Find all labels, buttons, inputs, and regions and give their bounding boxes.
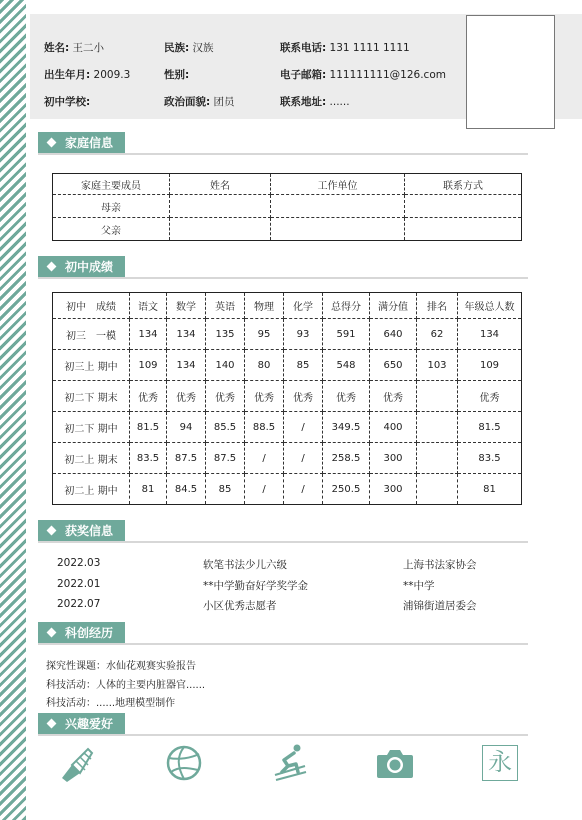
family-header-cell: 工作单位 — [271, 174, 405, 195]
section-divider — [38, 541, 528, 543]
grades-cell: 640 — [370, 319, 417, 350]
family-title-text: 家庭信息 — [65, 136, 114, 150]
grades-header-cell: 总得分 — [323, 293, 370, 319]
gender-label: 性别: — [164, 69, 190, 81]
grades-row — [53, 474, 522, 505]
grades-cell: 62 — [417, 319, 458, 350]
award-org: **中学 — [403, 580, 435, 592]
hobbies-section-title — [38, 713, 125, 735]
grades-cell: 109 — [130, 350, 167, 381]
birth-field — [44, 67, 130, 82]
ethnicity-field — [164, 40, 214, 55]
grades-cell: 81.5 — [458, 412, 522, 443]
family-cell — [271, 195, 405, 218]
family-header-row — [53, 174, 522, 195]
birth-value: 2009.3 — [93, 69, 131, 81]
grades-cell: 初二上 期末 — [53, 443, 130, 474]
grades-cell: 250.5 — [323, 474, 370, 505]
grades-cell: 优秀 — [458, 381, 522, 412]
grades-header-cell: 满分值 — [370, 293, 417, 319]
grades-title-text: 初中成绩 — [65, 260, 114, 274]
science-item: 科技活动：......地理模型制作 — [46, 698, 176, 709]
grades-cell: 87.5 — [206, 443, 245, 474]
grades-header-cell: 语文 — [130, 293, 167, 319]
family-header-cell: 家庭主要成员 — [53, 174, 170, 195]
grades-section-title — [38, 256, 125, 278]
grades-cell: 591 — [323, 319, 370, 350]
grades-cell: / — [245, 443, 284, 474]
grades-row — [53, 350, 522, 381]
birth-label: 出生年月: — [44, 69, 91, 81]
grades-cell: 85.5 — [206, 412, 245, 443]
award-org: 上海书法家协会 — [403, 559, 477, 571]
grades-cell: 103 — [417, 350, 458, 381]
grades-cell: 134 — [458, 319, 522, 350]
grades-row — [53, 319, 522, 350]
grades-header-cell: 数学 — [167, 293, 206, 319]
family-row — [53, 218, 522, 241]
award-date: 2022.03 — [57, 557, 101, 569]
awards-title-text: 获奖信息 — [65, 524, 114, 538]
grades-cell: 134 — [130, 319, 167, 350]
diamond-icon — [47, 262, 57, 272]
award-name: **中学勤奋好学奖学金 — [203, 580, 308, 592]
award-name: 软笔书法少儿六级 — [203, 559, 287, 571]
grades-cell: 83.5 — [130, 443, 167, 474]
volleyball-icon — [165, 744, 203, 782]
grades-cell: 134 — [167, 350, 206, 381]
grades-cell: 初三上 期中 — [53, 350, 130, 381]
grades-cell: 84.5 — [167, 474, 206, 505]
grades-cell: / — [284, 443, 323, 474]
diamond-icon — [47, 628, 57, 638]
school-field — [44, 94, 90, 109]
grades-cell: 93 — [284, 319, 323, 350]
grades-cell: 258.5 — [323, 443, 370, 474]
grades-cell: 87.5 — [167, 443, 206, 474]
grades-cell — [417, 412, 458, 443]
email-label: 电子邮箱: — [280, 69, 327, 81]
phone-field — [280, 40, 410, 55]
grades-cell — [417, 474, 458, 505]
email-value: 111111111@126.com — [329, 69, 446, 81]
family-cell — [271, 218, 405, 241]
section-divider — [38, 277, 528, 279]
grades-cell: 400 — [370, 412, 417, 443]
grades-cell: 300 — [370, 474, 417, 505]
phone-value: 131 1111 1111 — [329, 42, 410, 54]
grades-cell: / — [284, 474, 323, 505]
grades-cell: 83.5 — [458, 443, 522, 474]
address-value: ...... — [329, 96, 350, 108]
decorative-stripe — [0, 0, 26, 820]
skiing-icon — [272, 742, 308, 782]
gender-field — [164, 67, 189, 82]
family-table — [52, 173, 522, 241]
grades-cell: 134 — [167, 319, 206, 350]
grades-cell: 85 — [206, 474, 245, 505]
address-field — [280, 94, 350, 109]
grades-cell: 优秀 — [323, 381, 370, 412]
science-item: 探究性课题：水仙花观赛实验报告 — [46, 661, 196, 672]
grades-cell — [417, 443, 458, 474]
section-divider — [38, 153, 528, 155]
grades-cell: 548 — [323, 350, 370, 381]
family-header-cell: 联系方式 — [405, 174, 522, 195]
ethnicity-value: 汉族 — [192, 42, 214, 54]
grades-cell: 80 — [245, 350, 284, 381]
grades-header-cell: 物理 — [245, 293, 284, 319]
grades-cell: / — [245, 474, 284, 505]
political-value: 团员 — [213, 96, 235, 108]
calligraphy-char: 永 — [488, 748, 512, 776]
award-date: 2022.07 — [57, 598, 101, 610]
grades-cell: 初二下 期末 — [53, 381, 130, 412]
photo-placeholder — [466, 15, 555, 129]
grades-cell: 135 — [206, 319, 245, 350]
award-org: 浦锦街道居委会 — [403, 600, 477, 612]
science-item: 科技活动：人体的主要内脏器官...... — [46, 680, 206, 691]
family-row — [53, 195, 522, 218]
grades-cell: 初二下 期中 — [53, 412, 130, 443]
section-divider — [38, 734, 528, 736]
grades-cell: 81.5 — [130, 412, 167, 443]
grades-cell: 81 — [130, 474, 167, 505]
awards-section-title — [38, 520, 125, 542]
grades-row — [53, 412, 522, 443]
family-cell — [405, 218, 522, 241]
grades-header-cell: 初中 成绩 — [53, 293, 130, 319]
award-date: 2022.01 — [57, 578, 101, 590]
grades-cell: 优秀 — [370, 381, 417, 412]
name-label: 姓名: — [44, 42, 70, 54]
grades-header-cell: 英语 — [206, 293, 245, 319]
grades-cell: 650 — [370, 350, 417, 381]
ethnicity-label: 民族: — [164, 42, 190, 54]
family-cell: 父亲 — [53, 218, 170, 241]
family-section-title — [38, 132, 125, 154]
grades-header-row — [53, 293, 522, 319]
grades-cell: 优秀 — [206, 381, 245, 412]
family-cell: 母亲 — [53, 195, 170, 218]
grades-table — [52, 292, 522, 505]
diamond-icon — [47, 138, 57, 148]
grades-cell: 优秀 — [167, 381, 206, 412]
grades-cell: / — [284, 412, 323, 443]
grades-cell: 300 — [370, 443, 417, 474]
grades-cell: 初二上 期中 — [53, 474, 130, 505]
camera-icon — [376, 747, 414, 779]
grades-cell: 88.5 — [245, 412, 284, 443]
grades-cell: 优秀 — [245, 381, 284, 412]
grades-cell: 95 — [245, 319, 284, 350]
grades-cell: 109 — [458, 350, 522, 381]
school-label: 初中学校: — [44, 96, 91, 108]
grades-cell: 81 — [458, 474, 522, 505]
badminton-icon — [58, 745, 96, 783]
political-label: 政治面貌: — [164, 96, 211, 108]
name-value: 王二小 — [72, 42, 105, 54]
grades-cell — [417, 381, 458, 412]
diamond-icon — [47, 526, 57, 536]
grades-cell: 85 — [284, 350, 323, 381]
grades-cell: 94 — [167, 412, 206, 443]
calligraphy-icon — [482, 745, 518, 781]
grades-row — [53, 381, 522, 412]
grades-cell: 349.5 — [323, 412, 370, 443]
science-section-title — [38, 622, 125, 644]
grades-row — [53, 443, 522, 474]
grades-header-cell: 化学 — [284, 293, 323, 319]
grades-cell: 优秀 — [284, 381, 323, 412]
hobbies-title-text: 兴趣爱好 — [65, 717, 114, 731]
political-field — [164, 94, 235, 109]
address-label: 联系地址: — [280, 96, 327, 108]
email-field — [280, 67, 446, 82]
award-name: 小区优秀志愿者 — [203, 600, 277, 612]
grades-header-cell: 年级总人数 — [458, 293, 522, 319]
family-header-cell: 姓名 — [170, 174, 271, 195]
family-cell — [170, 218, 271, 241]
phone-label: 联系电话: — [280, 42, 327, 54]
family-cell — [405, 195, 522, 218]
name-field — [44, 40, 104, 55]
section-divider — [38, 643, 528, 645]
grades-cell: 初三 一模 — [53, 319, 130, 350]
family-cell — [170, 195, 271, 218]
diamond-icon — [47, 719, 57, 729]
science-title-text: 科创经历 — [65, 626, 114, 640]
grades-cell: 优秀 — [130, 381, 167, 412]
grades-cell: 140 — [206, 350, 245, 381]
grades-header-cell: 排名 — [417, 293, 458, 319]
